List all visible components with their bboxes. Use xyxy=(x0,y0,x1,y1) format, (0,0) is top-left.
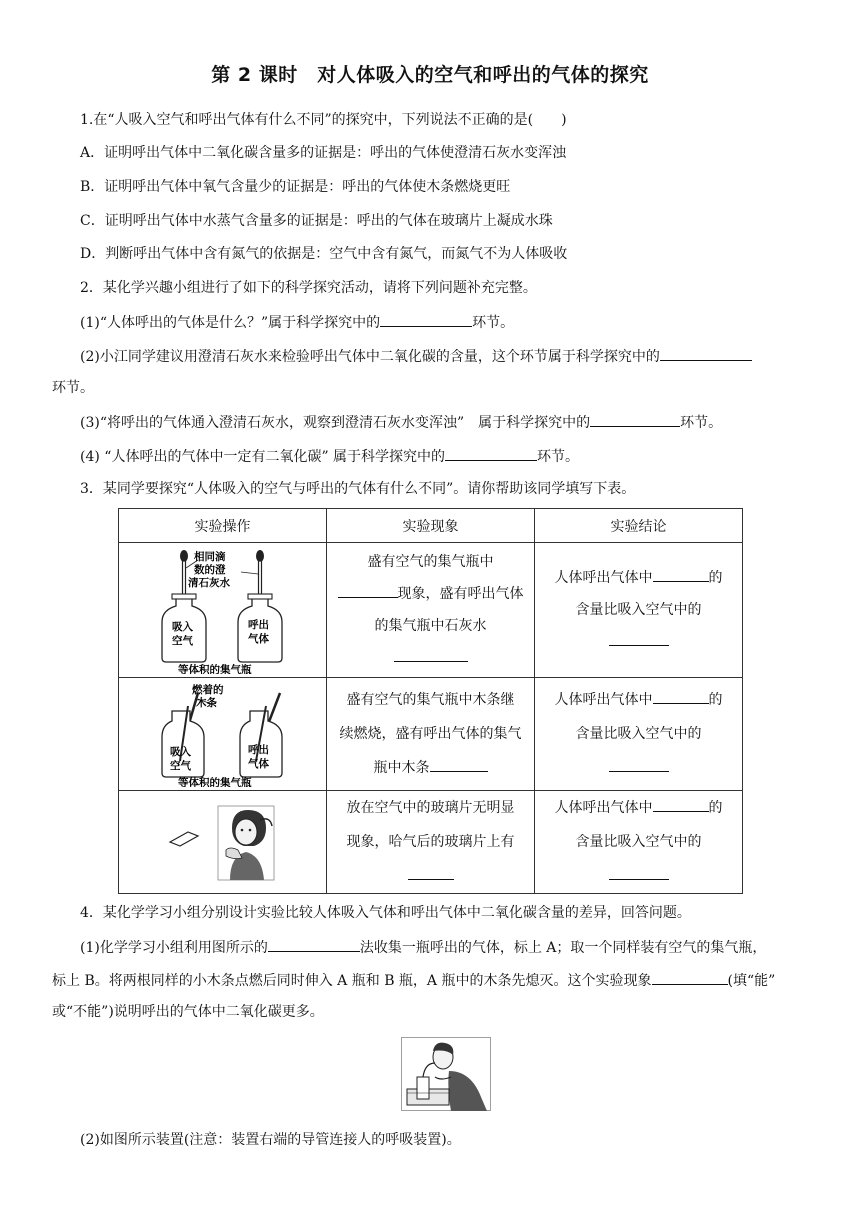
answer-blank[interactable] xyxy=(430,757,488,772)
drop-label-1: 相同滴 xyxy=(193,551,225,563)
operation-cell xyxy=(119,678,327,791)
right-bottle-label-2: 气体 xyxy=(247,633,269,645)
q1-option-a: A．证明呼出气体中二氧化碳含量多的证据是：呼出的气体使澄清石灰水变浑浊 xyxy=(80,145,567,161)
row1-phenomenon-line3: 的集气瓶中石灰水 xyxy=(374,618,487,634)
row2-conclusion-de: 的 xyxy=(708,692,723,708)
q2-part1-tail: 环节。 xyxy=(472,315,515,331)
row1-phenomenon-line1: 盛有空气的集气瓶中 xyxy=(367,554,494,570)
answer-blank[interactable] xyxy=(652,970,728,985)
row1-conclusion-de: 的 xyxy=(708,570,723,586)
q2-part4 xyxy=(80,446,579,467)
row3-phenomenon-line1: 放在空气中的玻璃片无明显 xyxy=(346,800,515,816)
page-title: 第 2 课时 对人体吸入的空气和呼出的气体的探究 xyxy=(211,64,649,86)
answer-blank[interactable] xyxy=(609,631,669,646)
q1-option-c: C．证明呼出气体中水蒸气含量多的证据是：呼出的气体在玻璃片上凝成水珠 xyxy=(80,213,553,229)
phenomenon-cell xyxy=(327,543,535,678)
conclusion-cell xyxy=(535,543,743,678)
drop-label-3: 清石灰水 xyxy=(187,577,230,589)
limewater-dropper-figure xyxy=(158,546,288,674)
answer-blank[interactable] xyxy=(268,937,360,952)
table-row xyxy=(119,543,743,678)
table-row xyxy=(119,678,743,791)
row3-conclusion-line2: 含量比吸入空气中的 xyxy=(575,834,702,850)
table-row xyxy=(119,791,743,894)
header-operation: 实验操作 xyxy=(119,509,327,543)
q1-option-d: D．判断呼出气体中含有氮气的依据是：空气中含有氮气，而氮气不为人体吸收 xyxy=(80,246,568,262)
answer-blank[interactable] xyxy=(609,865,669,880)
answer-blank[interactable] xyxy=(653,689,709,704)
q4-part1-line1 xyxy=(80,937,766,958)
q4-stem: 4．某化学学习小组分别设计实验比较人体吸入气体和呼出气体中二氧化碳含量的差异，回答问题。 xyxy=(80,905,691,921)
left-bottle-label-1: 吸入 xyxy=(169,746,191,758)
answer-blank[interactable] xyxy=(609,757,669,772)
answer-blank[interactable] xyxy=(653,797,709,812)
left-bottle-label-2: 空气 xyxy=(169,760,191,772)
glass-plate-icon xyxy=(170,832,198,846)
row3-conclusion-line1: 人体呼出气体中 xyxy=(554,800,653,816)
fig2-caption: 等体积的集气瓶 xyxy=(177,777,251,787)
answer-blank[interactable] xyxy=(380,312,472,327)
row2-phenomenon-line1: 盛有空气的集气瓶中木条继 xyxy=(346,692,515,708)
q2-part1-text: (1)“人体呼出的气体是什么？”属于科学探究中的 xyxy=(80,315,381,331)
row1-phenomenon-line2: 现象，盛有呼出气体 xyxy=(397,586,524,602)
q2-part2 xyxy=(80,346,752,367)
q4-part2: (2)如图所示装置(注意：装置右端的导管连接人的呼吸装置)。 xyxy=(80,1132,461,1148)
stick-label-1: 燃着的 xyxy=(191,684,223,696)
answer-blank[interactable] xyxy=(660,346,752,361)
q2-part3-text: (3)“将呼出的气体通入澄清石灰水，观察到澄清石灰水变浑浊” 属于科学探究中的 xyxy=(80,415,591,431)
q2-part3-tail: 环节。 xyxy=(680,415,723,431)
fig1-caption: 等体积的集气瓶 xyxy=(177,664,251,674)
header-conclusion: 实验结论 xyxy=(535,509,743,543)
left-bottle-label-1: 吸入 xyxy=(171,621,193,633)
q2-part3 xyxy=(80,412,722,433)
experiment-table xyxy=(118,508,743,894)
drop-label-2: 数的澄 xyxy=(193,564,225,576)
answer-blank[interactable] xyxy=(394,647,468,662)
row3-phenomenon-line2: 现象，哈气后的玻璃片上有 xyxy=(346,834,515,850)
dropper-bulb-icon xyxy=(256,550,264,562)
answer-blank[interactable] xyxy=(445,446,537,461)
answer-blank[interactable] xyxy=(590,412,680,427)
header-phenomenon: 实验现象 xyxy=(327,509,535,543)
operation-cell xyxy=(119,791,327,894)
operation-cell xyxy=(119,543,327,678)
right-bottle-label-2: 气体 xyxy=(247,758,269,770)
row2-phenomenon-line2: 续燃烧，盛有呼出气体的集气 xyxy=(339,726,522,742)
right-bottle-label-1: 呼出 xyxy=(247,619,269,631)
q4-part1-line2 xyxy=(52,970,775,991)
row2-phenomenon-line3: 瓶中木条 xyxy=(373,760,430,776)
phenomenon-cell xyxy=(327,791,535,894)
q4-part1-text-c: 标上 B。将两根同样的小木条点燃后同时伸入 A 瓶和 B 瓶，A 瓶中的木条先熄灭。这个实验现象 xyxy=(52,973,652,989)
left-bottle-label-2: 空气 xyxy=(171,635,193,647)
q4-part1-text-a: (1)化学学习小组利用图所示的 xyxy=(80,940,268,956)
answer-blank[interactable] xyxy=(653,567,709,582)
phenomenon-cell xyxy=(327,678,535,791)
q2-part2-tail: 环节。 xyxy=(52,380,94,396)
dropper-bulb-icon xyxy=(180,550,188,562)
conclusion-cell xyxy=(535,678,743,791)
q1-option-b: B．证明呼出气体中氧气含量少的证据是：呼出的气体使木条燃烧更旺 xyxy=(80,179,511,195)
q2-stem: 2．某化学兴趣小组进行了如下的科学探究活动，请将下列问题补充完整。 xyxy=(80,280,537,296)
q4-part1-text-d: (填“能” xyxy=(727,973,776,989)
q4-part1-line3: 或“不能”)说明呼出的气体中二氧化碳更多。 xyxy=(52,1004,324,1020)
answer-blank[interactable] xyxy=(338,583,398,598)
right-bottle-label-1: 呼出 xyxy=(247,744,269,756)
row1-conclusion-line2: 含量比吸入空气中的 xyxy=(575,602,702,618)
table-header-row xyxy=(119,509,743,543)
row1-conclusion-line1: 人体呼出气体中 xyxy=(554,570,653,586)
gas-bottle-icon xyxy=(417,1077,429,1099)
burning-stick-figure xyxy=(158,681,288,787)
stick-label-2: 木条 xyxy=(195,697,217,709)
q2-part1 xyxy=(80,312,514,333)
row2-conclusion-line1: 人体呼出气体中 xyxy=(554,692,653,708)
answer-blank[interactable] xyxy=(408,865,454,880)
q3-stem: 3．某同学要探究“人体吸入的空气与呼出的气体有什么不同”。请你帮助该同学填写下表。 xyxy=(80,481,636,497)
row2-conclusion-line2: 含量比吸入空气中的 xyxy=(575,726,702,742)
q2-part4-tail: 环节。 xyxy=(537,449,580,465)
conclusion-cell xyxy=(535,791,743,894)
row3-conclusion-de: 的 xyxy=(708,800,723,816)
blowing-into-water-figure xyxy=(401,1037,491,1111)
q4-part1-text-b: 法收集一瓶呼出的气体，标上 A；取一个同样装有空气的集气瓶， xyxy=(359,940,767,956)
q2-part4-text: (4) “人体呼出的气体中一定有二氧化碳” 属于科学探究中的 xyxy=(80,449,446,465)
breath-on-glass-figure xyxy=(168,802,278,882)
q2-part2-text: (2)小江同学建议用澄清石灰水来检验呼出气体中二氧化碳的含量，这个环节属于科学探究中的 xyxy=(80,349,660,365)
q1-stem: 1.在“人吸入空气和呼出气体有什么不同”的探究中，下列说法不正确的是( ) xyxy=(80,112,567,128)
